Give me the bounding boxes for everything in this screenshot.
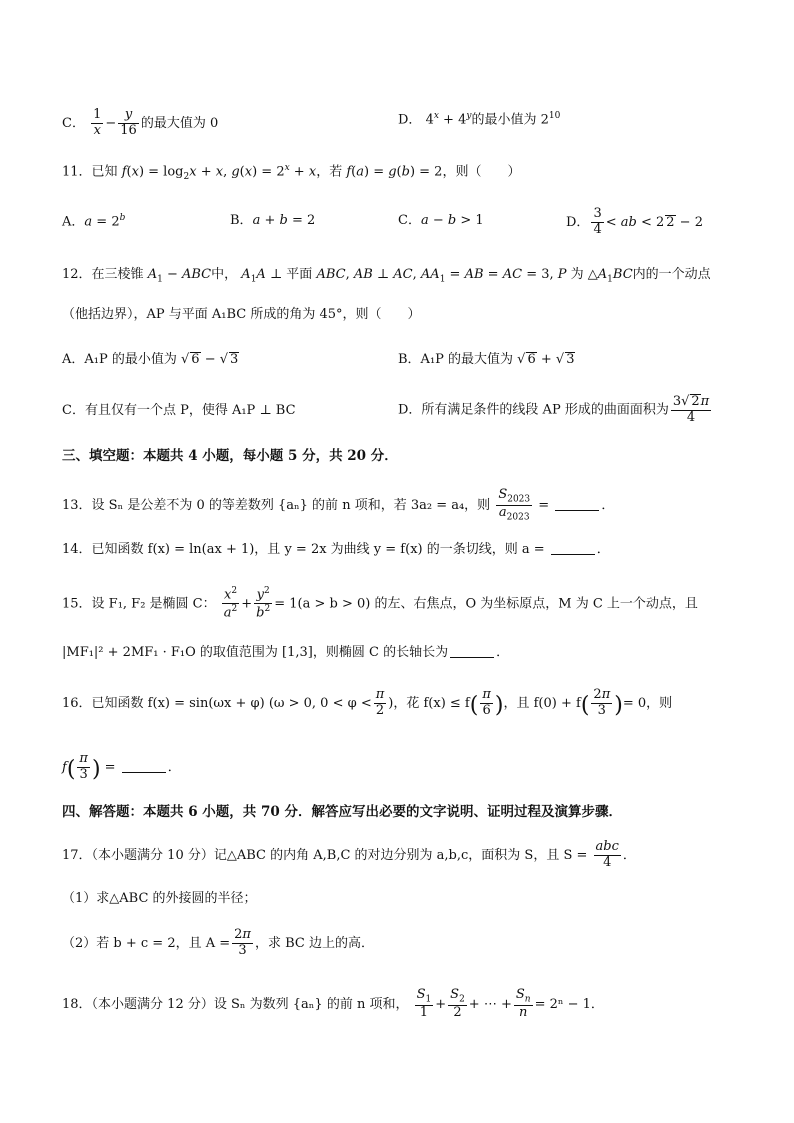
section-4-heading: 四、解答题：本题共 6 小题，共 70 分．解答应写出必要的文字说明、证明过程及演算步骤． — [62, 804, 622, 820]
q12-stem-line1: 12．在三棱锥 $A_1$ − ABC中， $A_1A$ ⊥ 平面 ABC, AB ⊥ AC, $AA_1$ = AB = AC = 3, P 为 $\triangle A_1BC$内的一个动点 — [62, 267, 711, 285]
q11-option-a: A．$a = 2^b$ — [62, 213, 126, 230]
q12-stem-line2: （他括边界），AP 与平面 A₁BC 所成的角为 45°，则（ ） — [62, 307, 421, 322]
q13: 13．设 Sₙ 是公差不为 0 的等差数列 {aₙ} 的前 n 项和，若 3a₂ = a₄，则 $\frac{S_{2023}}{a_{2023}}$ = ． — [62, 487, 615, 523]
q12-option-d: D．所有满足条件的线段 AP 形成的曲面面积为 $\frac{3√ 2\pi}{4}$ — [398, 394, 710, 425]
answer-blank[interactable] — [555, 510, 599, 511]
q10-option-c: C． $\frac{1}{x}$ − $\frac{y}{16}$ 的最大值为 0 — [62, 107, 219, 138]
q15-line1: 15．设 F₁, F₂ 是椭圆 C： $\frac{x^2}{a^2}$ + $\frac{y^2}{b^2}$ = 1(a > b > 0) 的左、右焦点，O 为坐标原点，M 为 C 上一个动点，且 — [62, 586, 698, 621]
q11-option-b: B．a + b = 2 — [230, 213, 316, 228]
q12-option-b: B．A₁P 的最大值为 √ 6 + √ 3 — [398, 352, 575, 367]
answer-blank[interactable] — [122, 772, 166, 773]
q11-option-d: D． $\frac{3}{4}$ < ab < 2 2 − 2 — [566, 206, 703, 237]
q17-part1: （1）求△ABC 的外接圆的半径； — [62, 891, 257, 906]
q12-option-a: A．A₁P 的最小值为 √ 6 − √ 3 — [62, 352, 239, 367]
answer-blank[interactable] — [551, 554, 595, 555]
q15-line2: |MF₁|² + 2MF₁ · F₁O 的取值范围为 [1,3]，则椭圆 C 的长轴长为 ． — [62, 645, 510, 660]
q18-stem: 18．（本小题满分 12 分）设 Sₙ 为数列 {aₙ} 的前 n 项和， $\frac{S_1}{1}$ + $\frac{S_2}{2}$ + ⋯ + $\frac{S_n}{n}$ = 2ⁿ − 1． — [62, 987, 604, 1020]
q10-option-d: D． $4^x + 4^y$的最小值为 $2^{10}$ — [398, 111, 561, 128]
q11-option-c: C．a − b > 1 — [398, 213, 484, 228]
section-3-heading: 三、填空题：本题共 4 小题，每小题 5 分，共 20 分． — [62, 448, 398, 464]
q11-stem: 11．已知 $f(x) = \log_2x + x$, $g(x) = 2^x + x$，若 f(a) = g(b) = 2，则（ ） — [62, 163, 521, 182]
q16-line1: 16．已知函数 f(x) = sin(ωx + φ) (ω > 0, 0 < φ < $\frac{\pi}{2}$ )，花 f(x) ≤ f( $\frac{\pi}{6}$ )，且 f(0) + f( $\frac{2\pi}{3}$ )= 0，则 — [62, 687, 673, 718]
q14: 14．已知函数 f(x) = ln(ax + 1)，且 y = 2x 为曲线 y = f(x) 的一条切线，则 a = ． — [62, 542, 610, 557]
answer-blank[interactable] — [450, 657, 494, 658]
q17-stem: 17．（本小题满分 10 分）记△ABC 的内角 A,B,C 的对边分别为 a,b,c，面积为 S，且 S = $\frac{\text{abc}}{4}$ ． — [62, 839, 636, 870]
q12-option-c: C．有且仅有一个点 P，使得 A₁P ⊥ BC — [62, 403, 296, 418]
q17-part2: （2）若 b + c = 2，且 A = $\frac{2\pi}{3}$ ，求 BC 边上的高． — [62, 927, 374, 958]
q16-line2: f( $\frac{\pi}{3}$ ) = ． — [62, 751, 181, 782]
